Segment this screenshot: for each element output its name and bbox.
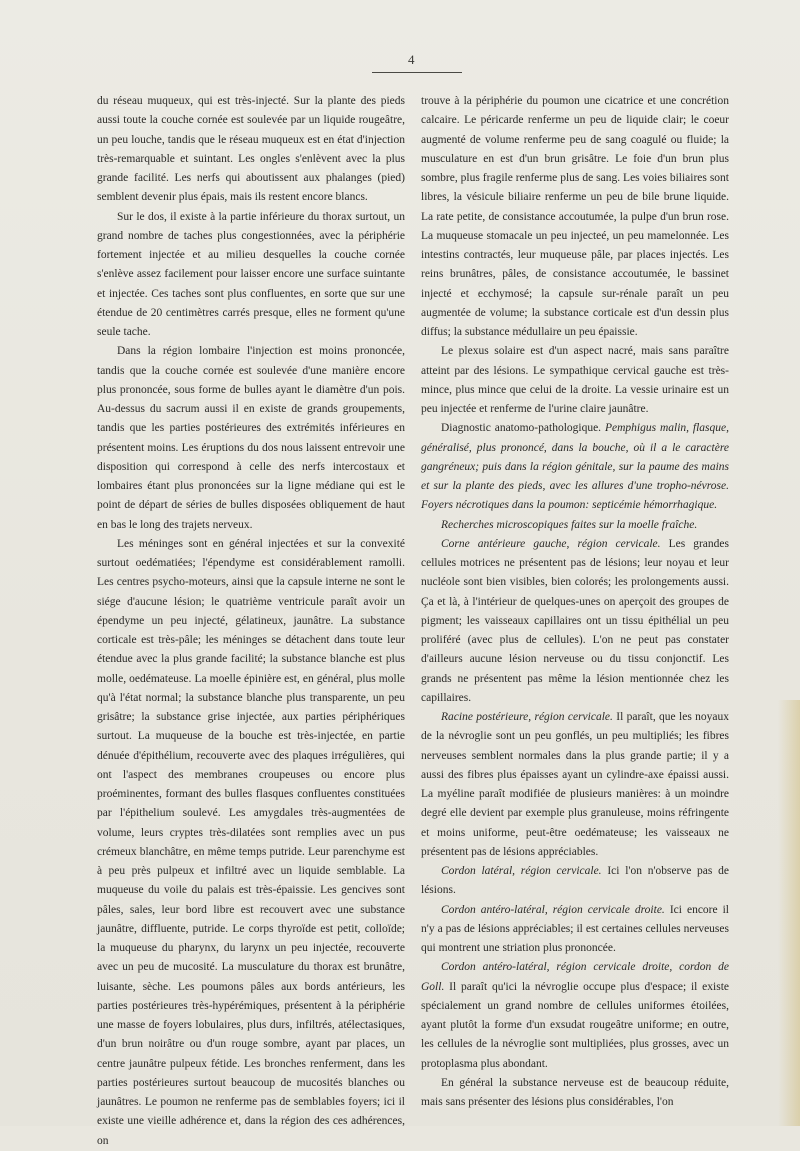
subheading: Cordon latéral, région cervicale. bbox=[441, 865, 602, 877]
paragraph: Cordon latéral, région cervicale. Ici l'on n'observe pas de lésions. bbox=[421, 865, 729, 897]
paragraph: Cordon antéro-latéral, région cervicale droite, cordon de Goll. Il paraît qu'ici la névroglie occupe plus d'espace; il existe spécialement un grand nombre de cellules uniformes étoilées, ayant plutôt la forme d'un exsudat rougeâtre uniforme; en outre, les cellules de la névroglie sont multipliées, plus grosses, avec un protoplasma plus abondant. bbox=[421, 961, 729, 1070]
diagnosis-paragraph bbox=[421, 419, 729, 515]
paragraph: Corne antérieure gauche, région cervicale. Les grandes cellules motrices ne présentent pas de lésions; leur noyau et leur nucléole sont bien visibles, bien colorés; les prolongements aussi. Ça et là, à l'intérieur de quelques-unes on aperçoit des groupes de pigment; les vaisseaux capillaires ont un tissu épithélial un peu proliféré (avec plus de cellules). L'on ne peut pas constater d'ailleurs aucune lésion nerveuse ou du tissu conjonctif. Les grands ne présentent pas même la lésion mentionnée chez les capillaires. bbox=[421, 537, 729, 704]
subheading: Cordon antéro-latéral, région cervicale droite, cordon de Goll. bbox=[421, 961, 729, 993]
subheading: Cordon antéro-latéral, région cervicale droite. bbox=[441, 903, 665, 916]
paragraph: En général la substance nerveuse est de beaucoup réduite, mais sans présenter des lésions plus considérables, l'on bbox=[421, 1076, 729, 1108]
page-number: 4 bbox=[408, 52, 415, 67]
section-heading: Recherches microscopiques faites sur la moelle fraîche. bbox=[441, 518, 698, 531]
left-column bbox=[97, 92, 405, 1151]
paragraph: trouve à la périphérie du poumon une cicatrice et une concrétion calcaire. Le péricarde renferme un peu de liquide clair; le coeur augmenté de volume renferme peu de sang coagulé ou fluide; la musculature en est d'un brun grisâtre. Le foie d'un brun plus sombre, plus fragile renferme plus de sang. Les voies biliaires sont libres, la vésicule biliaire renferme un peu de bile brune liquide. La rate petite, de consistance accoutumée, la pulpe d'un brun rose. La muqueuse stomacale un peu injecteé, un peu mamelonnée. Les intestins contractés, leur muqueuse pâle, par places injectés. Les reins brunâtres, pâles, de consistance accoutumée, le bassinet injecté et ecchymosé; la capsule sur-rénale paraît un peu augmentée de volume; la substance corticale est d'un dessin plus diffus; la substance médullaire un peu épaissie. bbox=[421, 95, 729, 338]
header-rule bbox=[372, 72, 462, 73]
subheading: Corne antérieure gauche, région cervicale. bbox=[441, 537, 661, 550]
paper-edge-stain bbox=[778, 700, 800, 1126]
diagnosis-lead: Diagnostic anatomo-pathologique. bbox=[441, 422, 605, 435]
paragraph: Sur le dos, il existe à la partie inférieure du thorax surtout, un grand nombre de taches plus congestionnées, avec la périphérie fortement injectée et au milieu desquelles la couche cornée s'enlève assez facilement pour laisser encore une surface suintante et injectée. Ces taches sont plus confluentes, en sorte que sur une étendue de 20 centimètres carrés presque, elles ne forment qu'une seule tache. bbox=[97, 210, 405, 338]
paragraph: Dans la région lombaire l'injection est moins prononcée, tandis que la couche cornée est soulevée d'une manière encore plus prononcée, sous forme de bulles ayant le diamètre d'un pois. Au-dessus du sacrum aussi il en existe de grands groupements, tandis que les parties postérieures des extrémités inférieures en présentent moins. Les éruptions du dos nous laissent entrevoir une disposition qui correspond à celle des nerfs intercostaux et lombaires étant plus prononcées sur la ligne médiane qui est le point de départ de séries de bulles disposées obliquement de haut en bas le long des trajets nerveux. bbox=[97, 345, 405, 531]
paragraph: Les méninges sont en général injectées et sur la convexité surtout oedématiées; l'épendyme est considérablement ramolli. Les centres psycho-moteurs, ainsi que la capsule interne ne sont le siége d'aucune lésion; le quatrième ventricule paraît avoir un épendyme un peu injecté, gélatineux, jaunâtre. La substance corticale est très-pâle; les méninges se détachent dans toute leur étendue avec la plus grande facilité; la substance blanche est plus molle, oedémateuse. La moelle épinière est, en général, plus molle qu'à l'état normal; la substance blanche plus transparente, un peu grisâtre; la substance grise injectée, aux parties périphériques surtout. La muqueuse de la bouche est très-injectée, en partie dénuée d'épithélium, recouverte avec des plaques irrégulières, qui ont l'aspect des membranes croupeuses ou encore plus proéminentes, formant des bulles flasques confluentes constituées par l'épithelium soulevé. Les amygdales très-augmentées de volume, leurs cryptes très-dilatées sont remplies avec un pus crémeux blanchâtre, en même temps putride. Leur parenchyme est à peu près pulpeux et infiltré avec un liquide semblable. La muqueuse du voile du palais est très-épaissie. Les gencives sont pâles, sales, leur bord libre est recouvert avec une substance jaunâtre, diffluente, putride. Le corps thyroïde est petit, colloïde; la muqueuse du pharynx, du larynx un peu injectée, recouverte avec un peu de mucosité. La musculature du thorax est brunâtre, luisante, sèche. Les poumons pâles aux bords antérieurs, les parties postérieures très-hypérémiques, présentent à la périphérie une masse de foyers lobulaires, plus durs, infiltrés, atélectasiques, d'un brun noirâtre ou d'un rouge sombre, ayant par places, un centre jaunâtre pulpeux fétide. Les bronches renferment, dans les parties postérieures surtout beaucoup de mucosités blanches ou jaunâtres. Le poumon ne renferme pas de semblables foyers; ici il existe une vieille adhérence et, dans la région des ces adhérences, on bbox=[97, 537, 405, 1147]
diagnosis-text: Pemphigus malin, flasque, généralisé, plus prononcé, dans la bouche, où il a le caractère gangréneux; puis dans la région génitale, sur la paume des mains et sur la plante des pieds, avec les allures d'une tropho-névrose. Foyers nécrotiques dans la poumon: septicémie hémorrhagique. bbox=[421, 422, 729, 512]
paragraph: Cordon antéro-latéral, région cervicale droite. Ici encore il n'y a pas de lésions appréciables; il est certaines cellules nerveuses qui montrent une striation plus prononcée. bbox=[421, 903, 730, 954]
subheading: Racine postérieure, région cervicale. bbox=[441, 711, 613, 723]
paragraph: du réseau muqueux, qui est très-injecté. Sur la plante des pieds aussi toute la couche cornée est soulevée par un liquide rougeâtre, un peu louche, tandis que le réseau muqueux est en état d'injection très-remarquable et suintant. Les ongles s'enlèvent avec la plus grande facilité. Les nerfs qui aboutissent aux phalanges (pied) semblent devenir plus épais, mais ils restent encore blancs. bbox=[97, 95, 405, 204]
paragraph: Le plexus solaire est d'un aspect nacré, mais sans paraître atteint par des lésions. Le sympathique cervical gauche est très-mince, plus mince que celui de la droite. La vessie urinaire est un peu injectée et renferme de l'urine claire jaunâtre. bbox=[421, 345, 729, 415]
paragraph: Racine postérieure, région cervicale. Il paraît, que les noyaux de la névroglie sont un peu gonflés, un peu multipliés; les fibres nerveuses semblent normales dans la plus grande partie; il y a aussi des fibres plus épaisses ayant un cylindre-axe épaissi aussi. La myéline paraît modifiée de plusieurs manières: à un moindre degré elle devient par exemple plus granuleuse, moins réfringente et moins uniforme, peut-être oedémateuse; les vaisseaux ne présentent pas de lésions appréciables. bbox=[421, 711, 730, 858]
right-column bbox=[421, 92, 729, 1112]
